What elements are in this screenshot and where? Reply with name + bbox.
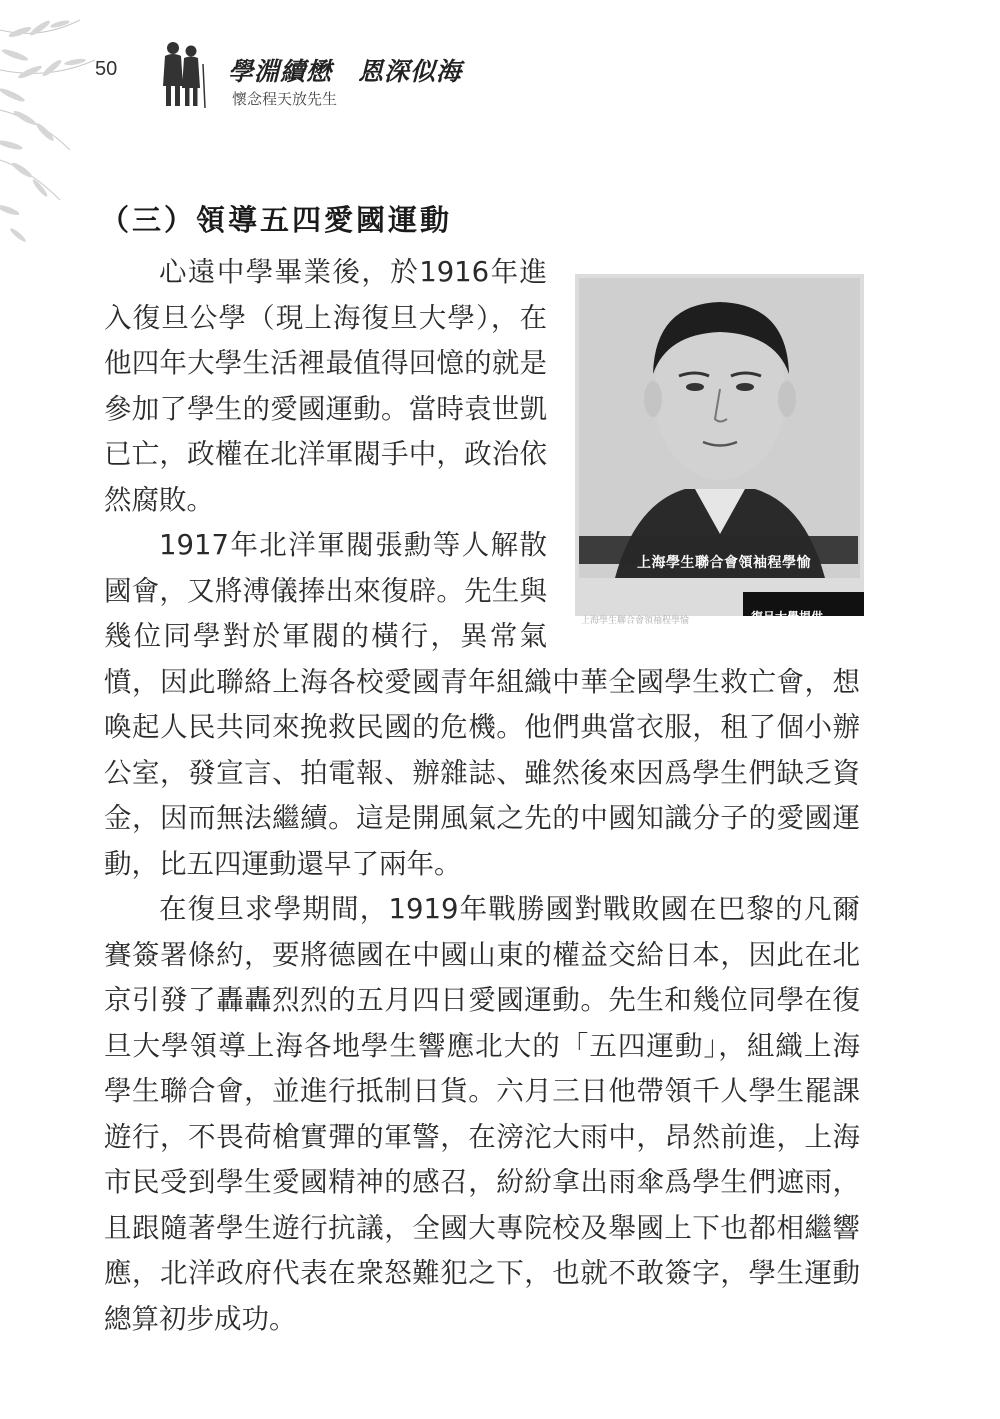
elderly-couple-icon xyxy=(156,38,208,110)
book-subtitle: 懷念程天放先生 xyxy=(232,90,338,108)
section-heading: （三）領導五四愛國運動 xyxy=(100,203,453,237)
paragraph-2: 1917年北洋軍閥張勳等人解散國會，又將溥儀捧出來復辟。先生與幾位同學對於軍閥的橫行，異常氣憤，因此聯絡上海各校愛國青年組織中華全國學生救亡會，想喚起人民共同來挽救民國的危機。他們典當衣服，租了個小辦公室，發宣言、拍電報、辦雜誌、雖然後來因爲學生們缺乏資金，因而無法繼續。這是開風氣之先的中國知識分子的愛國運動，比五四運動還早了兩年。 xyxy=(104,529,860,880)
paragraph-1: 心遠中學畢業後，於1916年進入復旦公學（現上海復旦大學），在他四年大學生活裡最值得回憶的就是參加了學生的愛國運動。當時袁世凱已亡，政權在北洋軍閥手中，政治依然腐敗。 xyxy=(104,256,547,516)
photo-faint-caption: 上海學生聯合會領袖程學愉 xyxy=(581,616,690,626)
photo-caption-bar xyxy=(579,536,858,571)
body-text xyxy=(104,250,860,1342)
portrait-photo xyxy=(575,274,864,626)
photo-credit: 復旦大學提供 xyxy=(751,610,824,624)
photo-caption: 上海學生聯合會領袖程學愉 xyxy=(637,555,811,571)
photo-credit-bar xyxy=(743,592,864,624)
book-title: 學淵續懋 恩深似海 xyxy=(228,57,463,86)
paragraph-3: 在復旦求學期間，1919年戰勝國對戰敗國在巴黎的凡爾賽簽署條約，要將德國在中國山東的權益交給日本，因此在北京引發了轟轟烈烈的五月四日愛國運動。先生和幾位同學在復旦大學領導上海各地學生響應北大的「五四運動」，組織上海學生聯合會，並進行抵制日貨。六月三日他帶領千人學生罷課遊行，不畏荷槍實彈的軍警，在滂沱大雨中，昂然前進，上海市民受到學生愛國精神的感召，紛紛拿出雨傘爲學生們遮雨，且跟隨著學生遊行抗議，全國大專院校及舉國上下也都相繼響應，北洋政府代表在衆怒難犯之下，也就不敢簽字，學生運動總算初步成功。 xyxy=(104,893,860,1335)
page-number: 50 xyxy=(95,58,118,80)
